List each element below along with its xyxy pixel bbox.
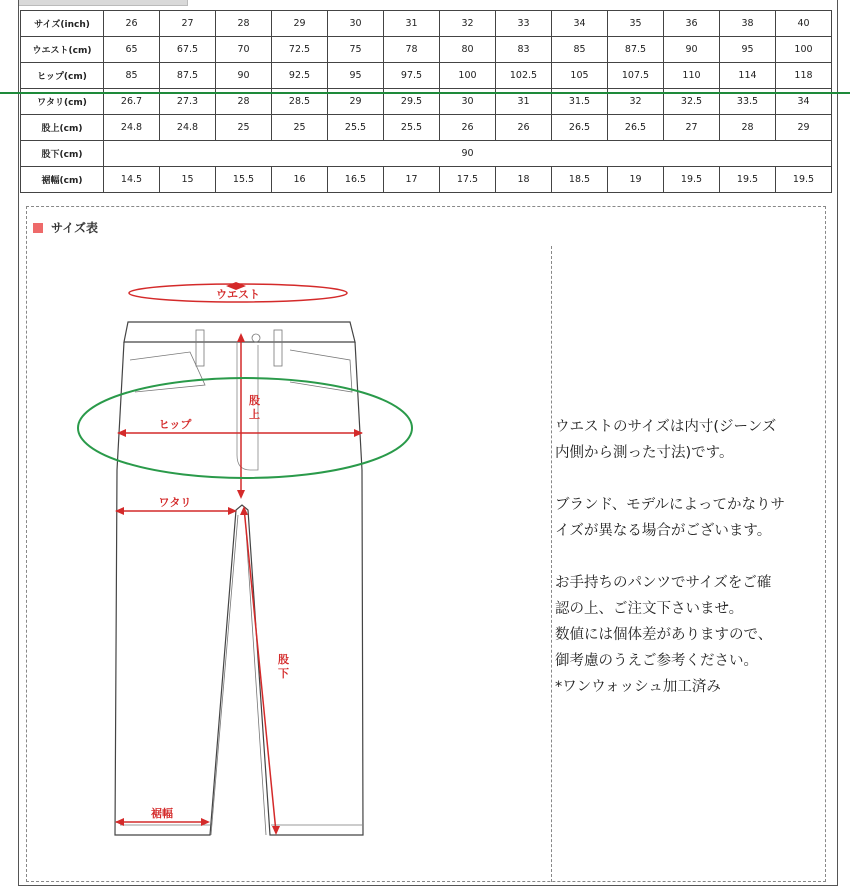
table-cell: 118 — [776, 63, 832, 89]
table-cell: 19.5 — [664, 167, 720, 193]
note-line: イズが異なる場合がございます。 — [555, 523, 772, 539]
table-cell: 24.8 — [104, 115, 160, 141]
table-cell: 31 — [496, 89, 552, 115]
label-hem: 裾幅 — [151, 807, 173, 820]
table-cell: 26.7 — [104, 89, 160, 115]
table-cell: 31 — [384, 11, 440, 37]
table-cell: 78 — [384, 37, 440, 63]
table-cell: 90 — [664, 37, 720, 63]
notes-block-check — [555, 570, 825, 700]
table-cell: 32.5 — [664, 89, 720, 115]
table-cell: 97.5 — [384, 63, 440, 89]
table-cell: 114 — [720, 63, 776, 89]
table-cell: 85 — [552, 37, 608, 63]
table-cell: 72.5 — [272, 37, 328, 63]
table-cell: 15.5 — [216, 167, 272, 193]
table-cell: 105 — [552, 63, 608, 89]
table-cell: 32 — [440, 11, 496, 37]
table-cell: 25 — [272, 115, 328, 141]
row-label: 裾幅(cm) — [21, 167, 104, 193]
note-line: ウエストのサイズは内寸(ジーンズ — [555, 419, 777, 435]
label-waist: ウエスト — [216, 288, 260, 301]
table-cell: 100 — [440, 63, 496, 89]
notes-block-brand — [555, 492, 825, 544]
arrow-icon — [272, 826, 280, 835]
front-pocket-right — [290, 350, 352, 392]
inseam-line — [244, 508, 276, 832]
table-cell: 26.5 — [552, 115, 608, 141]
table-cell: 27 — [160, 11, 216, 37]
table-cell: 29 — [776, 115, 832, 141]
note-line: 認の上、ご注文下さいませ。 — [555, 601, 744, 617]
front-pocket-left — [130, 352, 205, 392]
row-label: 股下(cm) — [21, 141, 104, 167]
jeans-outline — [115, 342, 363, 835]
table-cell: 29 — [328, 89, 384, 115]
table-cell: 28 — [720, 115, 776, 141]
note-line: 内側から測った寸法)です。 — [555, 445, 734, 461]
belt-loop — [196, 330, 204, 366]
table-cell: 34 — [776, 89, 832, 115]
table-cell: 80 — [440, 37, 496, 63]
table-cell: 28.5 — [272, 89, 328, 115]
table-cell: 34 — [552, 11, 608, 37]
arrow-icon — [115, 818, 124, 826]
arrow-icon — [237, 490, 245, 499]
table-cell: 18 — [496, 167, 552, 193]
label-hip: ヒップ — [158, 418, 192, 431]
row-label: 股上(cm) — [21, 115, 104, 141]
table-cell: 28 — [216, 11, 272, 37]
table-cell: 102.5 — [496, 63, 552, 89]
inner-seams — [211, 515, 266, 835]
table-cell: 26 — [104, 11, 160, 37]
table-cell: 38 — [720, 11, 776, 37]
label-watari: ワタリ — [158, 496, 192, 509]
table-cell: 40 — [776, 11, 832, 37]
row-label: サイズ(inch) — [21, 11, 104, 37]
table-cell: 75 — [328, 37, 384, 63]
table-cell: 95 — [720, 37, 776, 63]
note-line: 数値には個体差がありますので、 — [555, 627, 773, 643]
button-icon — [252, 334, 260, 342]
row-label: ワタリ(cm) — [21, 89, 104, 115]
table-cell: 17.5 — [440, 167, 496, 193]
table-cell: 107.5 — [608, 63, 664, 89]
table-cell: 67.5 — [160, 37, 216, 63]
table-cell: 26.5 — [608, 115, 664, 141]
table-cell: 100 — [776, 37, 832, 63]
table-cell: 19 — [608, 167, 664, 193]
table-cell: 92.5 — [272, 63, 328, 89]
table-cell: 65 — [104, 37, 160, 63]
section-title-text: サイズ表 — [51, 221, 99, 235]
table-cell: 26 — [496, 115, 552, 141]
table-cell: 90 — [104, 141, 832, 167]
table-cell: 31.5 — [552, 89, 608, 115]
table-cell: 14.5 — [104, 167, 160, 193]
table-cell: 36 — [664, 11, 720, 37]
belt-loop — [274, 330, 282, 366]
table-cell: 35 — [608, 11, 664, 37]
label-inseam: 股下 — [278, 653, 289, 680]
table-cell: 15 — [160, 167, 216, 193]
table-cell: 30 — [440, 89, 496, 115]
arrow-icon — [240, 506, 248, 515]
table-cell: 16 — [272, 167, 328, 193]
note-line: ブランド、モデルによってかなりサ — [555, 497, 785, 513]
table-cell: 95 — [328, 63, 384, 89]
table-cell: 28 — [216, 89, 272, 115]
table-cell: 30 — [328, 11, 384, 37]
arrow-icon — [354, 429, 363, 437]
table-cell: 87.5 — [160, 63, 216, 89]
table-cell: 90 — [216, 63, 272, 89]
note-line: 御考慮のうえご参考ください。 — [555, 653, 758, 669]
table-cell: 87.5 — [608, 37, 664, 63]
label-rise: 股上 — [249, 394, 260, 421]
table-cell: 25 — [216, 115, 272, 141]
table-cell: 85 — [104, 63, 160, 89]
table-cell: 83 — [496, 37, 552, 63]
table-cell: 16.5 — [328, 167, 384, 193]
arrow-icon — [237, 333, 245, 342]
table-cell: 17 — [384, 167, 440, 193]
table-cell: 32 — [608, 89, 664, 115]
size-notes — [555, 414, 825, 700]
table-cell: 27 — [664, 115, 720, 141]
row-label: ウエスト(cm) — [21, 37, 104, 63]
table-cell: 26 — [440, 115, 496, 141]
table-cell: 110 — [664, 63, 720, 89]
table-cell: 70 — [216, 37, 272, 63]
table-cell: 25.5 — [328, 115, 384, 141]
table-cell: 29 — [272, 11, 328, 37]
hip-highlight-ellipse — [78, 378, 412, 478]
table-cell: 29.5 — [384, 89, 440, 115]
row-label: ヒップ(cm) — [21, 63, 104, 89]
note-line: お手持ちのパンツでサイズをご確 — [555, 575, 772, 591]
table-cell: 33 — [496, 11, 552, 37]
table-cell: 24.8 — [160, 115, 216, 141]
table-cell: 18.5 — [552, 167, 608, 193]
table-cell: 19.5 — [776, 167, 832, 193]
table-cell: 33.5 — [720, 89, 776, 115]
table-cell: 19.5 — [720, 167, 776, 193]
table-cell: 27.3 — [160, 89, 216, 115]
notes-block-waist — [555, 414, 825, 466]
note-line: *ワンウォッシュ加工済み — [555, 679, 721, 695]
table-cell: 25.5 — [384, 115, 440, 141]
